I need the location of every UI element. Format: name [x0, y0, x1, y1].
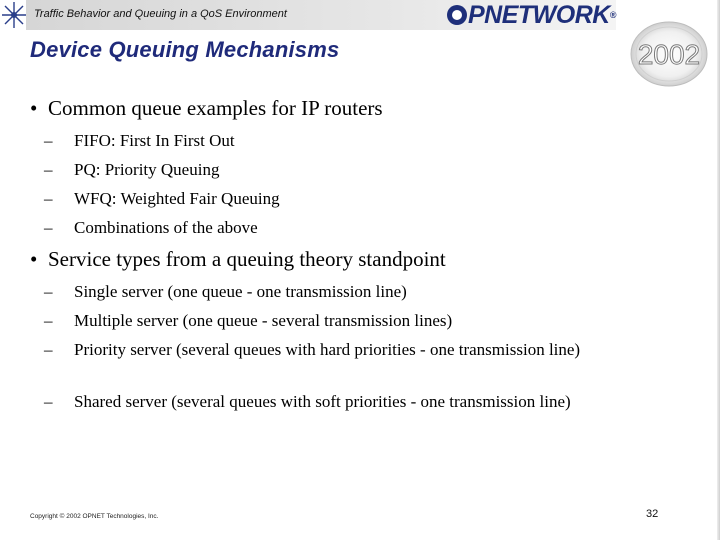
sub-text: Single server (one queue - one transmission line) [74, 282, 407, 301]
seal-year-text: 2002 [637, 39, 701, 70]
sub-dash: – [44, 189, 53, 208]
bullet-dot: • [30, 247, 38, 271]
footer-copyright: Copyright © 2002 OPNET Technologies, Inc. [30, 513, 159, 520]
header-subtitle: Traffic Behavior and Queuing in a QoS Environment [34, 8, 287, 20]
opnet-logo [447, 2, 616, 28]
sub-text: Priority server (several queues with hard priorities - one transmission line) [74, 340, 581, 359]
logo-trademark: ® [609, 10, 616, 20]
bullet-text: Common queue examples for IP routers [48, 96, 383, 120]
sub-text: FIFO: First In First Out [74, 131, 235, 150]
sub-dash: – [44, 160, 53, 179]
sub-text: Multiple server (one queue - several transmission lines) [74, 311, 453, 330]
sub-dash: – [44, 311, 53, 330]
sub-text: Combinations of the above [74, 218, 258, 237]
year-seal-2002 [628, 20, 710, 88]
bullet-text: Service types from a queuing theory standpoint [48, 247, 446, 271]
sub-dash: – [44, 392, 53, 411]
sub-text: WFQ: Weighted Fair Queuing [74, 189, 280, 208]
bullet-dot: • [30, 96, 38, 120]
page-number: 32 [646, 508, 659, 520]
opnet-logo-o-mark [447, 5, 467, 25]
sub-dash: – [44, 340, 53, 359]
header-band [0, 0, 720, 30]
sub-text: PQ: Priority Queuing [74, 160, 220, 179]
slide-title: Device Queuing Mechanisms [30, 37, 340, 62]
star-icon [0, 0, 28, 30]
sub-dash: – [44, 282, 53, 301]
sub-dash: – [44, 218, 53, 237]
logo-text: PNETWORK [468, 1, 610, 29]
sub-text: Shared server (several queues with soft priorities - one transmission line) [74, 392, 571, 411]
sub-dash: – [44, 131, 53, 150]
